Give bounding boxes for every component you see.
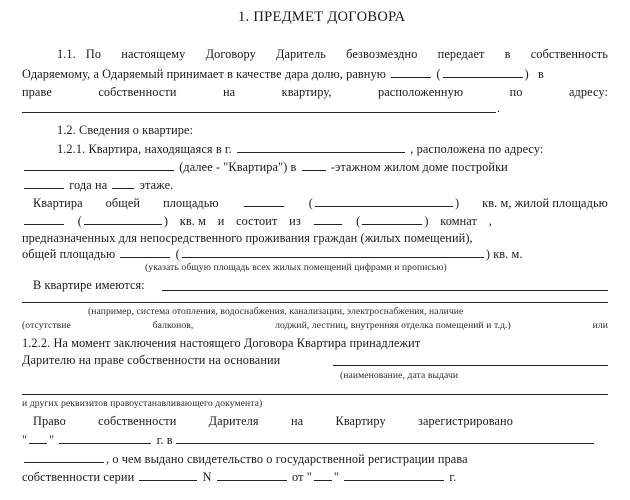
word: Право: [33, 414, 66, 428]
cert-month-blank[interactable]: [344, 469, 444, 481]
address-end-period: .: [497, 101, 501, 115]
clause-1-2-2-line-1: 1.2.2. На момент заключения настоящего Договора Квартира принадлежит: [22, 336, 421, 350]
registrar-blank-2[interactable]: [24, 451, 104, 463]
clause-text: от: [292, 470, 304, 484]
rooms-blank[interactable]: [314, 213, 342, 225]
clause-1-2-1-line-3: [22, 177, 173, 193]
clause-text: -этажном жилом доме постройки: [330, 160, 508, 174]
clause-text: года на: [69, 178, 108, 192]
amenities-blank-line-1[interactable]: [162, 290, 608, 291]
clause-1-2-2-line-6: [22, 469, 456, 485]
rooms-words-blank[interactable]: [362, 213, 422, 225]
address-blank-line[interactable]: [22, 112, 496, 113]
quote: ": [49, 433, 55, 447]
share-blank[interactable]: [391, 66, 431, 78]
number-blank[interactable]: [217, 469, 287, 481]
hint-note-document: и других реквизитов правоустанавливающего документа): [22, 398, 263, 409]
clause-text: , расположена по адресу:: [410, 142, 544, 156]
quote: ": [306, 470, 312, 484]
city-blank[interactable]: [237, 141, 405, 153]
word: и: [217, 214, 225, 228]
word: адресу:: [568, 85, 608, 99]
clause-1-2-2-line-5: [22, 451, 468, 467]
clause-text: собственности серии: [22, 470, 135, 484]
hint-note-area: (указать общую площадь всех жилых помещений цифрами и прописью): [145, 262, 447, 273]
hint-note-basis: (наименование, дата выдачи: [340, 370, 459, 381]
word: ,: [488, 214, 492, 228]
clause-1-2-1-amenities: В квартире имеются:: [33, 278, 145, 292]
basis-blank-line-2[interactable]: [22, 394, 608, 395]
word: лоджий, лестниц, внутренняя отделка помещений и т.д.): [275, 320, 511, 331]
word: кв. м: [179, 214, 206, 228]
clause-1-2-1-line-4: Квартира общей площадью ( ) кв. м, жилой площадью: [33, 196, 608, 210]
word: кв. м, жилой площадью: [482, 196, 608, 210]
word: Дарителя: [208, 414, 259, 428]
word: Квартира: [33, 196, 83, 210]
address-blank[interactable]: [24, 159, 174, 171]
amenities-blank-line-2[interactable]: [22, 302, 608, 303]
clause-1-2-1-line-5: ( ) кв. м и состоит из ( ) комнат ,: [22, 213, 492, 229]
word: Квартиру: [335, 414, 386, 428]
clause-1-1-line-3: [22, 85, 608, 100]
word: праве: [22, 85, 52, 99]
clause-1-2-2-line-4: [22, 432, 596, 448]
basis-blank-line[interactable]: [333, 365, 608, 366]
word: собственности: [98, 414, 177, 428]
word: зарегистрировано: [418, 414, 513, 428]
year-blank[interactable]: [24, 177, 64, 189]
series-blank[interactable]: [139, 469, 197, 481]
word: площадью: [163, 196, 219, 210]
word: общей: [105, 196, 141, 210]
living-area-blank[interactable]: [24, 213, 64, 225]
word: комнат: [440, 214, 477, 228]
clause-1-2-heading: 1.2. Сведения о квартире:: [57, 123, 194, 137]
hint-note-amenities-1: (например, система отопления, водоснабжения, канализации, электроснабжения, наличие: [88, 306, 464, 317]
clause-text: По настоящему Договору Даритель безвозмездно передает в собственность: [85, 47, 608, 61]
rooms-area-words-blank[interactable]: [182, 246, 484, 258]
quote: ": [22, 433, 28, 447]
word: (отсутствие: [22, 320, 71, 331]
clause-1-1-line-2: Одаряемому, а Одаряемый принимает в качестве дара долю, равную ( ) в: [22, 67, 544, 81]
word: квартиру,: [281, 85, 332, 99]
clause-text: Одаряемому, а Одаряемый принимает в качестве дара долю, равную: [22, 67, 387, 81]
clause-1-2-1-line-1: [57, 141, 543, 157]
reg-day-blank[interactable]: [29, 432, 47, 444]
clause-1-2-2-line-2: Дарителю на праве собственности на основании: [22, 353, 281, 367]
word: расположенную: [377, 85, 464, 99]
clause-text: (далее - "Квартира") в: [179, 160, 297, 174]
floor-blank[interactable]: [112, 177, 134, 189]
section-title: 1. ПРЕДМЕТ ДОГОВОРА: [238, 9, 406, 25]
total-area-words-blank[interactable]: [315, 195, 453, 207]
clause-text: г.: [449, 470, 457, 484]
living-area-words-blank[interactable]: [84, 213, 162, 225]
clause-text: этаже.: [139, 178, 174, 192]
clause-text: общей площадью: [22, 247, 116, 261]
clause-1-1-line-1: [57, 47, 608, 62]
clause-text: , о чем выдано свидетельство о государственной регистрации права: [106, 452, 468, 466]
clause-1-2-1-line-2: [22, 159, 508, 175]
word: по: [509, 85, 523, 99]
word: на: [222, 85, 236, 99]
clause-1-2-2-line-3: [33, 414, 513, 429]
clause-text: 1.2.1. Квартира, находящаяся в г.: [57, 142, 232, 156]
clause-text: кв. м.: [493, 247, 523, 261]
cert-day-blank[interactable]: [314, 469, 332, 481]
clause-text: г. в: [156, 433, 173, 447]
rooms-area-blank[interactable]: [120, 246, 170, 258]
reg-month-blank[interactable]: [59, 432, 151, 444]
clause-number: 1.1.: [57, 47, 76, 61]
word: состоит: [236, 214, 278, 228]
clause-1-2-1-line-6: предназначенных для непосредственного проживания граждан (жилых помещений),: [22, 231, 473, 245]
word: балконов,: [152, 320, 194, 331]
word: или: [592, 320, 608, 331]
clause-text: в: [537, 67, 544, 81]
registrar-blank[interactable]: [176, 432, 594, 444]
total-area-blank[interactable]: [244, 195, 284, 207]
floors-blank[interactable]: [302, 159, 326, 171]
quote: ": [333, 470, 340, 484]
word: на: [290, 414, 304, 428]
clause-text: N: [202, 470, 212, 484]
hint-note-amenities-2: [22, 320, 608, 332]
word: собственности: [98, 85, 177, 99]
clause-1-2-1-line-7: общей площадью ( ) кв. м.: [22, 247, 523, 261]
word: из: [289, 214, 301, 228]
share-words-blank[interactable]: [443, 66, 523, 78]
